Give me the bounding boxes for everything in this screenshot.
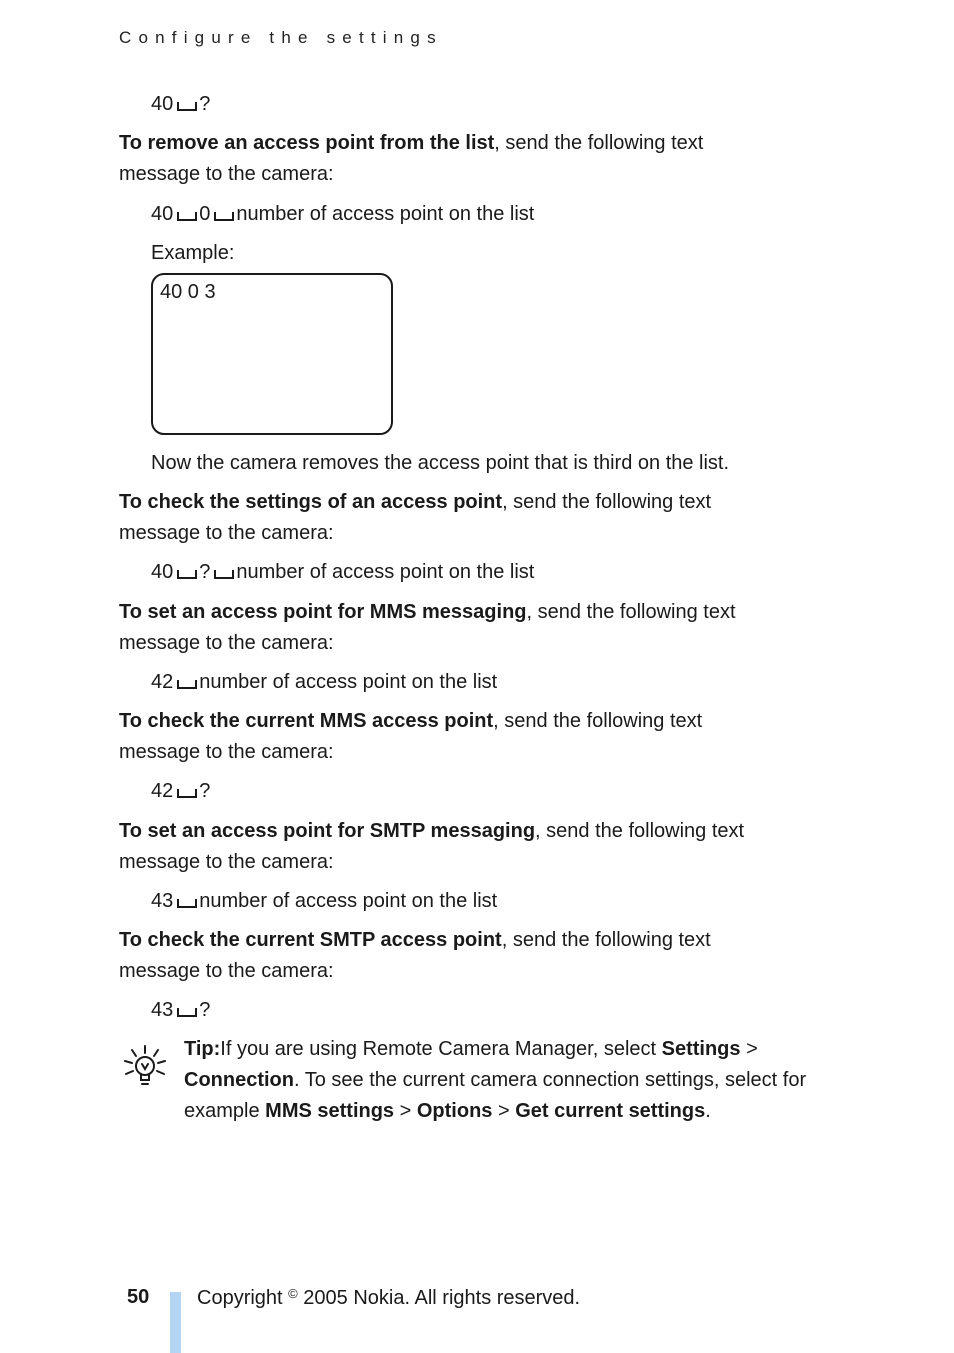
check-smtp-line2: message to the camera: xyxy=(119,960,334,982)
check-mms-instruction xyxy=(119,706,819,737)
tip-text-1: If you are using Remote Camera Manager, select xyxy=(220,1038,662,1060)
remove-rest: , send the following text xyxy=(494,132,704,154)
command-tail: ? xyxy=(199,999,211,1021)
set-mms-rest: , send the following text xyxy=(526,601,736,623)
command-check-smtp xyxy=(151,995,851,1026)
menu-path-options: Options xyxy=(416,1100,493,1122)
command-mid: 0 xyxy=(199,203,211,225)
space-symbol-icon xyxy=(177,899,197,908)
copyright-post: 2005 Nokia. All rights reserved. xyxy=(297,1287,581,1309)
page-marker-bar xyxy=(170,1292,181,1353)
space-symbol-icon xyxy=(177,680,197,689)
menu-path-get-current-settings: Get current settings xyxy=(515,1100,706,1122)
copyright-pre: Copyright xyxy=(197,1287,289,1309)
remove-heading: To remove an access point from the list xyxy=(119,132,495,154)
copyright-symbol: © xyxy=(288,1286,298,1301)
space-symbol-icon xyxy=(177,212,197,221)
example-sms-display xyxy=(151,273,393,435)
command-code: 40 xyxy=(151,561,174,583)
check-smtp-heading: To check the current SMTP access point xyxy=(119,929,502,951)
check-settings-heading: To check the settings of an access point xyxy=(119,491,503,513)
check-settings-instruction xyxy=(119,487,819,518)
check-mms-line2: message to the camera: xyxy=(119,741,334,763)
menu-path-settings: Settings xyxy=(661,1038,741,1060)
example-label: Example: xyxy=(151,242,235,264)
set-smtp-instruction xyxy=(119,816,819,847)
command-check-settings xyxy=(151,557,851,588)
space-symbol-icon xyxy=(177,570,197,579)
command-set-mms xyxy=(151,667,851,698)
tip-end: . xyxy=(705,1100,711,1122)
check-settings-rest: , send the following text xyxy=(502,491,712,513)
menu-path-mms-settings: MMS settings xyxy=(265,1100,395,1122)
running-header: Configure the settings xyxy=(119,28,443,47)
check-mms-heading: To check the current MMS access point xyxy=(119,710,494,732)
example-sms-text: 40 0 3 xyxy=(160,281,216,303)
remove-instruction xyxy=(119,128,819,159)
command-code: 40 xyxy=(151,93,174,115)
set-smtp-heading: To set an access point for SMTP messaging xyxy=(119,820,536,842)
command-remove-access-point xyxy=(151,199,851,230)
check-mms-rest: , send the following text xyxy=(493,710,703,732)
tip-label: Tip: xyxy=(184,1038,221,1060)
space-symbol-icon xyxy=(177,102,197,111)
remove-instruction-line2: message to the camera: xyxy=(119,163,334,185)
set-smtp-rest: , send the following text xyxy=(535,820,745,842)
space-symbol-icon xyxy=(177,789,197,798)
set-mms-heading: To set an access point for MMS messaging xyxy=(119,601,527,623)
set-mms-instruction xyxy=(119,597,819,628)
set-smtp-line2: message to the camera: xyxy=(119,851,334,873)
page-number: 50 xyxy=(127,1286,150,1308)
command-code: 42 xyxy=(151,780,174,802)
menu-separator: > xyxy=(492,1100,516,1122)
set-mms-line2: message to the camera: xyxy=(119,632,334,654)
check-settings-line2: message to the camera: xyxy=(119,522,334,544)
command-mid: ? xyxy=(199,561,211,583)
lightbulb-icon xyxy=(122,1044,168,1088)
menu-separator: > xyxy=(740,1038,758,1060)
command-tail: number of access point on the list xyxy=(236,561,535,583)
tip-text-2: . To see the current camera connection settings, select for example xyxy=(184,1069,807,1122)
command-check-mms xyxy=(151,776,851,807)
command-code: 40 xyxy=(151,203,174,225)
copyright-notice xyxy=(197,1286,580,1310)
command-tail: ? xyxy=(199,780,211,802)
command-set-smtp xyxy=(151,886,851,917)
command-tail: number of access point on the list xyxy=(236,203,535,225)
menu-separator: > xyxy=(394,1100,417,1122)
command-list-access-points xyxy=(151,89,851,120)
space-symbol-icon xyxy=(214,570,234,579)
space-symbol-icon xyxy=(177,1008,197,1017)
remove-result-note: Now the camera removes the access point that is third on the list. xyxy=(151,452,730,474)
tip-text xyxy=(184,1034,814,1127)
command-code: 43 xyxy=(151,890,174,912)
command-suffix: ? xyxy=(199,93,211,115)
command-code: 43 xyxy=(151,999,174,1021)
menu-path-connection: Connection xyxy=(184,1069,294,1091)
command-tail: number of access point on the list xyxy=(199,890,498,912)
space-symbol-icon xyxy=(214,212,234,221)
check-smtp-rest: , send the following text xyxy=(501,929,711,951)
command-code: 42 xyxy=(151,671,174,693)
check-smtp-instruction xyxy=(119,925,819,956)
command-tail: number of access point on the list xyxy=(199,671,498,693)
